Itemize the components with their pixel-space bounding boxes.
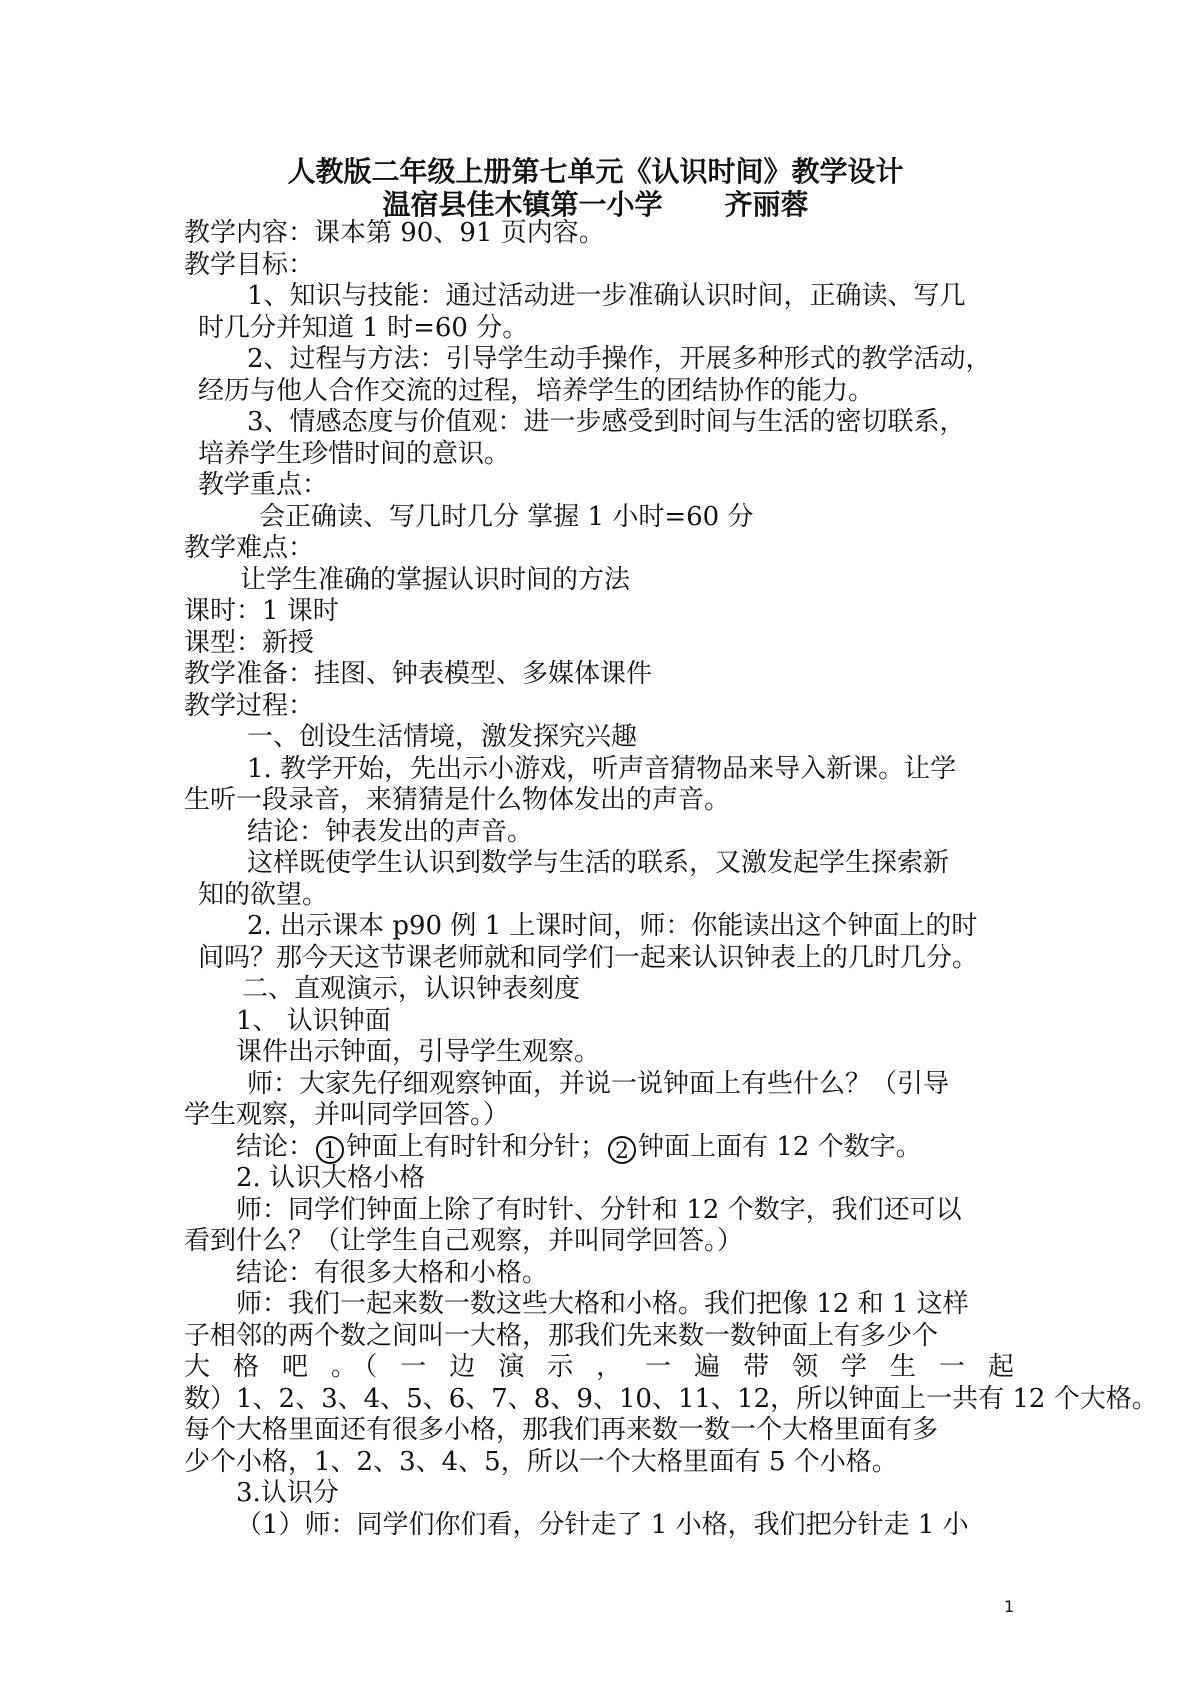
text-line: （1）师：同学们你们看，分针走了 1 小格，我们把分针走 1 小 bbox=[236, 1509, 969, 1540]
text-line: 少个小格，1、2、3、4、5，所以一个大格里面有 5 个小格。 bbox=[184, 1446, 898, 1477]
text-line: 课型：新授 bbox=[184, 627, 315, 658]
section-heading: 教学重点： bbox=[198, 470, 329, 500]
text-line: 时几分并知道 1 时=60 分。 bbox=[198, 312, 529, 343]
conclusion-part-1: 钟面上有时针和分针； bbox=[346, 1131, 607, 1162]
conclusion-lead: 结论： bbox=[236, 1131, 315, 1162]
section-heading: 教学难点： bbox=[184, 533, 315, 563]
page-number: 1 bbox=[1004, 1597, 1015, 1616]
document-title: 人教版二年级上册第七单元《认识时间》教学设计 bbox=[287, 155, 904, 188]
text-line: 看到什么？（让学生自己观察，并叫同学回答。） bbox=[184, 1226, 744, 1256]
author-name: 齐丽蓉 bbox=[724, 188, 809, 221]
text-line: 数）1、2、3、4、5、6、7、8、9、10、11、12，所以钟面上一共有 12 个大格。 bbox=[184, 1383, 1158, 1414]
document-body bbox=[184, 218, 1158, 1541]
text-line: 间吗？那今天这节课老师就和同学们一起来认识钟表上的几时几分。 bbox=[198, 942, 979, 973]
text-line: 1、知识与技能：通过活动进一步准确认识时间，正确读、写几 bbox=[247, 281, 966, 311]
text-line: 生听一段录音，来猜猜是什么物体发出的声音。 bbox=[184, 785, 731, 815]
text-line: 教学目标： bbox=[184, 249, 315, 280]
subsection-heading: 二、直观演示，认识钟表刻度 bbox=[242, 974, 581, 1004]
text-line: 1. 教学开始，先出示小游戏，听声音猜物品来导入新课。让学 bbox=[247, 753, 957, 784]
circled-number-2: 2 bbox=[608, 1136, 636, 1164]
text-line: 每个大格里面还有很多小格，那我们再来数一数一个大格里面有多 bbox=[184, 1415, 939, 1445]
text-line: 这样既使学生认识到数学与生活的联系，又激发起学生探索新 bbox=[247, 848, 950, 878]
text-line: 会正确读、写几时几分 掌握 1 小时=60 分 bbox=[259, 501, 754, 532]
document-byline bbox=[0, 188, 1191, 222]
subsection-heading: 2. 认识大格小格 bbox=[236, 1163, 426, 1193]
subsection-heading: 一、创设生活情境，激发探究兴趣 bbox=[247, 722, 638, 752]
text-line: 子相邻的两个数之间叫一大格，那我们先来数一数钟面上有多少个 bbox=[184, 1320, 939, 1351]
conclusion-part-2: 钟面上面有 12 个数字。 bbox=[638, 1131, 922, 1162]
text-line: 经历与他人合作交流的过程，培养学生的团结协作的能力。 bbox=[198, 375, 875, 406]
text-line: 师：同学们钟面上除了有时针、分针和 12 个数字，我们还可以 bbox=[236, 1194, 962, 1225]
text-line: 知的欲望。 bbox=[198, 879, 329, 910]
text-line: 结论：有很多大格和小格。 bbox=[236, 1257, 549, 1288]
text-line: 3、情感态度与价值观：进一步感受到时间与生活的密切联系， bbox=[247, 407, 966, 437]
text-line: 2、过程与方法：引导学生动手操作，开展多种形式的教学活动， bbox=[247, 344, 992, 374]
text-line: 课件出示钟面，引导学生观察。 bbox=[236, 1037, 601, 1067]
text-line: 师：大家先仔细观察钟面，并说一说钟面上有些什么？（引导 bbox=[247, 1068, 950, 1099]
text-line: 结论：钟表发出的声音。 bbox=[247, 816, 534, 847]
school-name: 温宿县佳木镇第一小学 bbox=[382, 188, 663, 221]
section-heading: 教学过程： bbox=[184, 690, 315, 721]
text-line: 教学准备：挂图、钟表模型、多媒体课件 bbox=[184, 659, 653, 689]
text-line: 学生观察，并叫同学回答。） bbox=[184, 1100, 510, 1130]
text-line: 师：我们一起来数一数这些大格和小格。我们把像 12 和 1 这样 bbox=[236, 1289, 969, 1319]
text-line: 2. 出示课本 p90 例 1 上课时间，师：你能读出这个钟面上的时 bbox=[247, 911, 978, 941]
subsection-heading: 3.认识分 bbox=[236, 1478, 339, 1508]
text-line: 课时：1 课时 bbox=[184, 596, 339, 626]
text-line: 教学内容：课本第 90、91 页内容。 bbox=[184, 218, 605, 248]
text-line: 1、 认识钟面 bbox=[236, 1005, 391, 1036]
text-line: 让学生准确的掌握认识时间的方法 bbox=[240, 564, 631, 595]
text-line: 培养学生珍惜时间的意识。 bbox=[198, 438, 511, 469]
circled-number-1: 1 bbox=[316, 1136, 344, 1164]
text-line: 大 格 吧 。（ 一 边 演 示 ， 一 遍 带 领 学 生 一 起 bbox=[184, 1352, 1014, 1382]
conclusion-line bbox=[184, 1132, 1014, 1164]
